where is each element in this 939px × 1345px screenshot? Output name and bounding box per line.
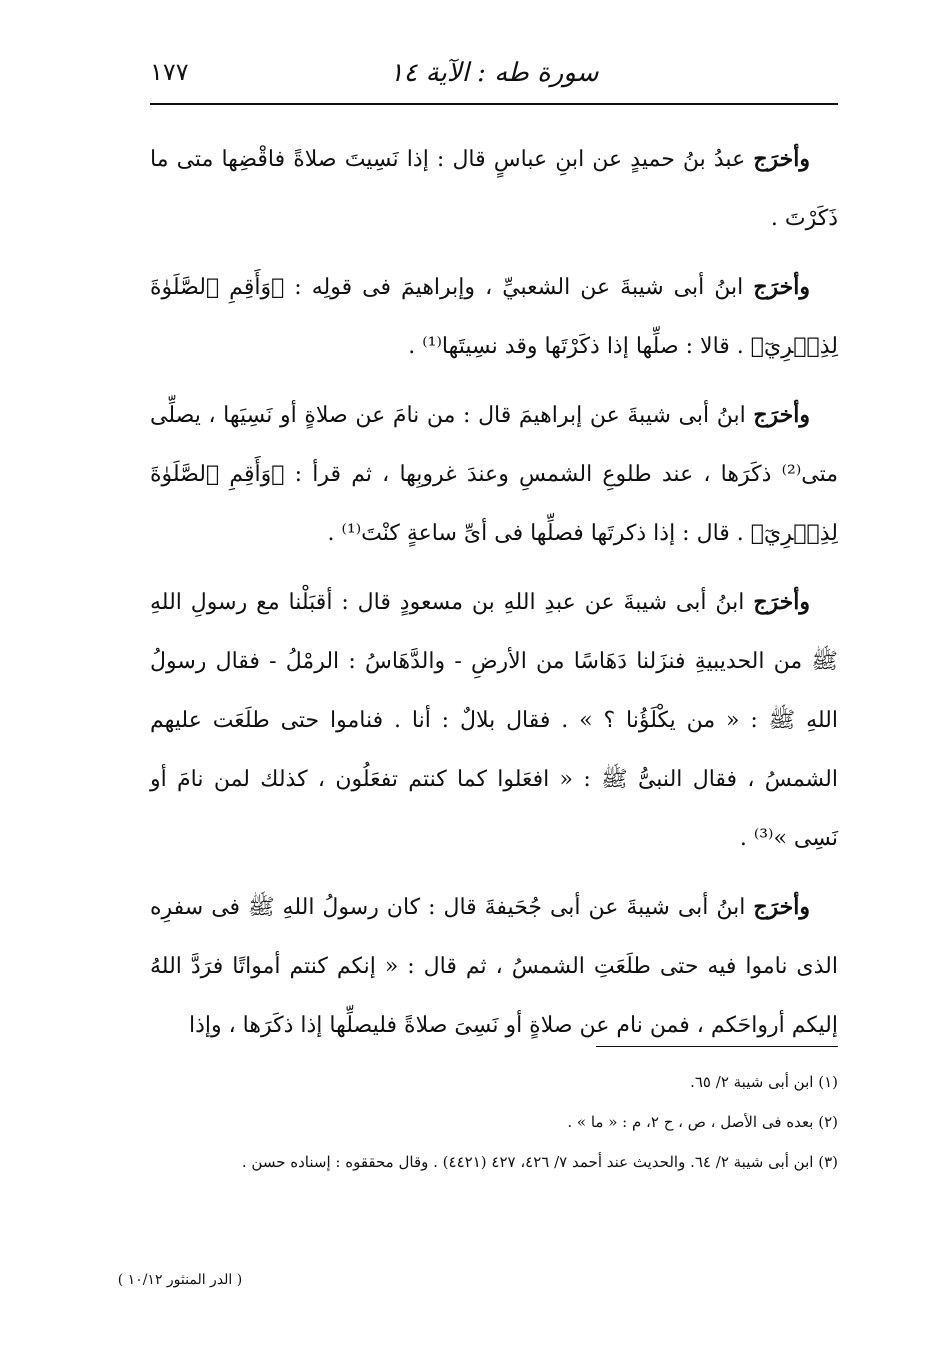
footnote-divider <box>596 1046 838 1047</box>
paragraph-body: ابنُ أبى شيبةَ عن عبدِ اللهِ بن مسعودٍ قال : أقبَلْنا مع رسولِ اللهِ ﷺ من الحديبيةِ فنزَلنا دَهَاسًا من الأرضِ - والدَّهَاسُ : الرمْلُ - فقال رسولُ اللهِ ﷺ : « من يكْلَؤُنا ؟ » . فقال بلالٌ : أنا . فناموا حتى طلَعَت عليهم الشمسُ ، فقال النبىُّ ﷺ : « افعَلوا كما كنتم تفعَلُون ، كذلك لمن نامَ أو نَسِى »⁽³⁾ . <box>150 590 838 851</box>
page-header <box>150 54 838 98</box>
paragraph-lead-word: وأخرَج <box>753 402 810 428</box>
page-number: ١٧٧ <box>150 58 189 86</box>
paragraph-body: ابنُ أبى شيبةَ عن إبراهيمَ قال : من نامَ عن صلاةٍ أو نَسِيَها ، يصلِّى متى⁽²⁾ ذكَرَها ، عند طلوعِ الشمسِ وعندَ غروبِها ، ثم قرأ : ﴿وَأَقِمِ ٱلصَّلَوٰةَ لِذِكۡرِيٓ﴾ . قال : إذا ذكرتَها فصلِّها فى أىِّ ساعةٍ كنْتَ⁽¹⁾ . <box>150 403 838 546</box>
paragraph-lead-word: وأخرَج <box>753 589 810 615</box>
footnote-1: (١) ابن أبى شيبة ٢/ ٦٥. <box>690 1073 838 1091</box>
paragraph-1 <box>150 130 838 248</box>
paragraph-lead-word: وأخرَج <box>753 274 810 300</box>
paragraph-5 <box>150 878 838 1055</box>
paragraph-lead-word: وأخرَج <box>753 146 810 172</box>
footnotes <box>150 1062 838 1182</box>
paragraph-body: ابنُ أبى شيبةَ عن أبى جُحَيفةَ قال : كان رسولُ اللهِ ﷺ فى سفرِه الذى ناموا فيه حتى طلَعَتِ الشمسُ ، ثم قال : « إنكم كنتم أمواتًا فرَدَّ اللهُ إليكم أرواحَكم ، فمن نام عن صلاةٍ أو نَسِىَ صلاةً فليصلِّها إذا ذكَرَها ، وإذا <box>150 895 838 1038</box>
main-text <box>150 130 838 1065</box>
paragraph-lead-word: وأخرَج <box>753 894 810 920</box>
footnote-2: (٢) بعده فى الأصل ، ص ، ح ٢، م : « ما » . <box>567 1113 838 1131</box>
paragraph-4 <box>150 573 838 868</box>
paragraph-2 <box>150 258 838 376</box>
collection-signature: ( الدر المنثور ١٠/١٢ ) <box>117 1272 243 1288</box>
header-divider <box>150 103 838 105</box>
paragraph-3 <box>150 386 838 563</box>
footnote-3: (٣) ابن أبى شيبة ٢/ ٦٤. والحديث عند أحمد ٧/ ٤٢٦، ٤٢٧ (٤٤٢١) . وقال محققوه : إسناده حسن . <box>241 1153 838 1171</box>
running-title: سورة طه : الآية ١٤ <box>389 58 599 88</box>
paragraph-body: ابنُ أبى شيبةَ عن الشعبيِّ ، وإبراهيمَ فى قولِه : ﴿وَأَقِمِ ٱلصَّلَوٰةَ لِذِكۡرِيٓ﴾ . قالا : صلِّها إذا ذكَرْتَها وقد نسِيتَها⁽¹⁾ . <box>150 275 838 359</box>
paragraph-body: عبدُ بنُ حميدٍ عن ابنِ عباسٍ قال : إذا نَسِيتَ صلاةً فاقْضِها متى ما ذَكَرْتَ . <box>150 147 838 231</box>
